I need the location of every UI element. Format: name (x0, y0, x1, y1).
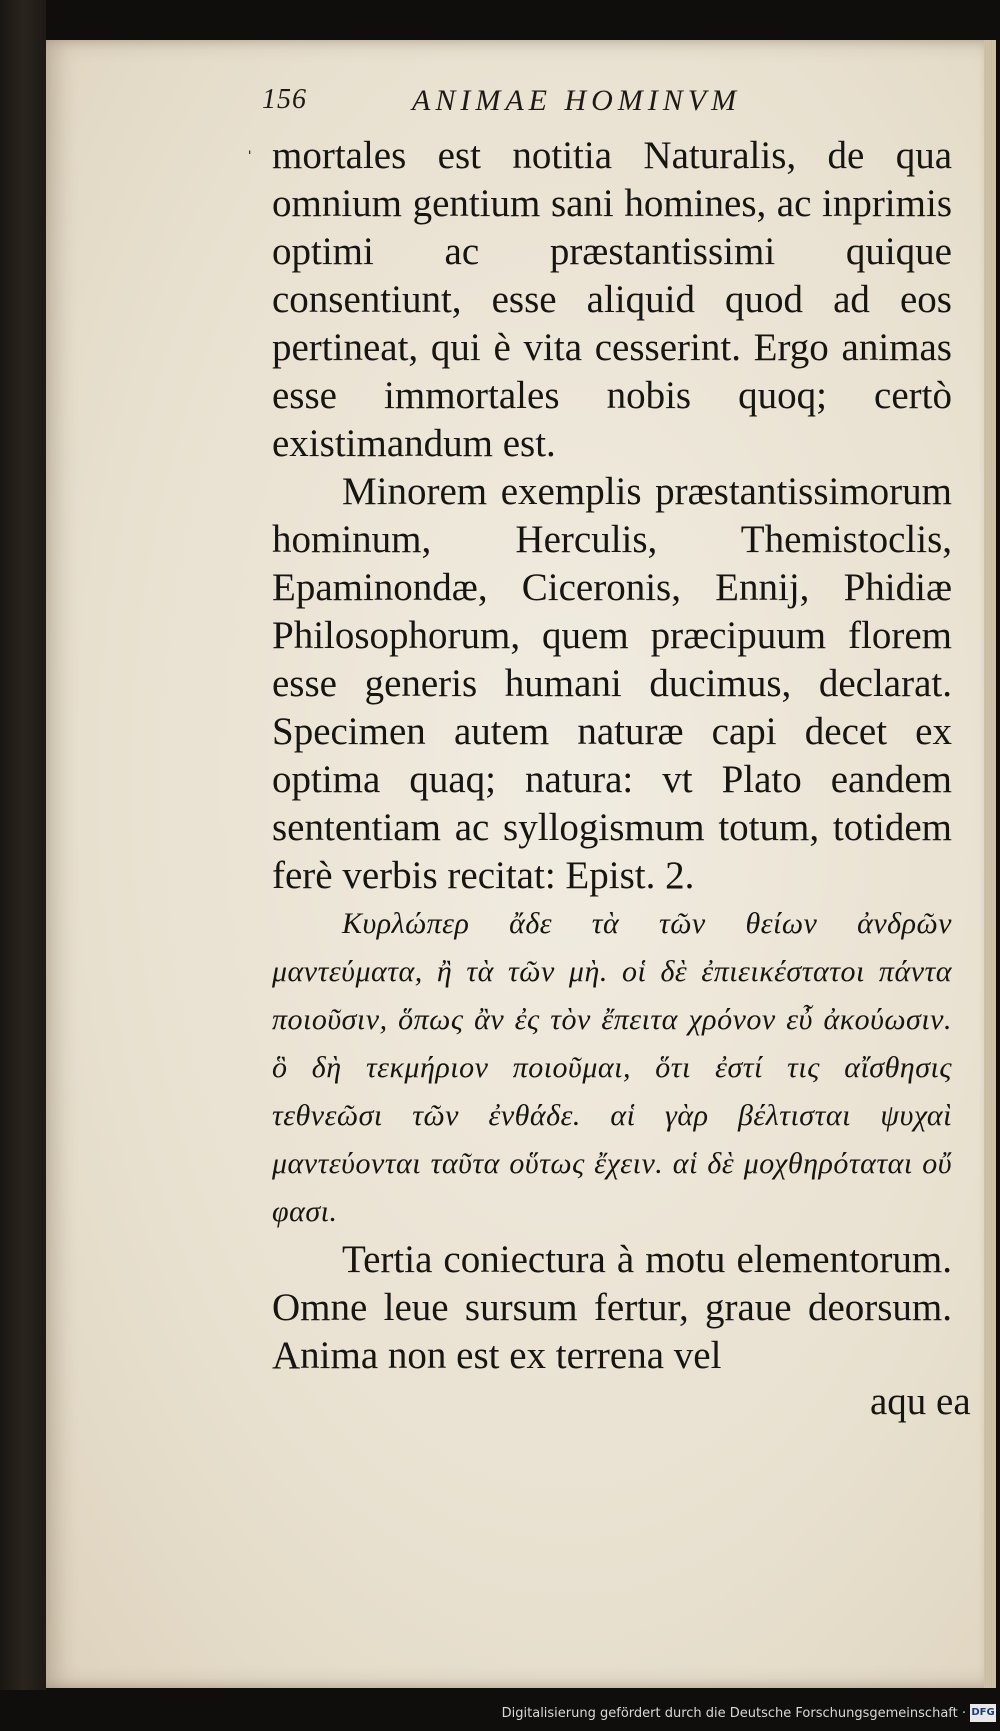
page-header (262, 84, 822, 128)
book-spine (0, 0, 46, 1690)
catchword: aqu ea (870, 1380, 971, 1423)
footer-bar (0, 1700, 1000, 1731)
digitization-credit: Digitalisierung gefördert durch die Deutsche Forschungsgemeinschaft · (501, 1706, 966, 1721)
greek-quotation: Κυρλώπερ ἄδε τὰ τῶν θείων ἀνδρῶν μαντεύματα, ἢ τὰ τῶν μὴ. οἱ δὲ ἐπιεικέστατοι πάντα ποιοῦσιν, ὅπως ἂν ἐς τὸν ἔπειτα χρόνον εὖ ἀκούωσιν. ὃ δὴ τεκμήριον ποιοῦμαι, ὅτι ἐστί τις αἴσθησις τεθνεῶσι τῶν ἐνθάδε. αἱ γὰρ βέλτισται ψυχαὶ μαντεύονται ταῦτα οὕτως ἔχειν. αἱ δὲ μοχθηρόταται οὔ φασι. (272, 907, 952, 1228)
margin-mark: ˈ (246, 146, 254, 171)
running-head: ANIMAE HOMINVM (412, 84, 742, 117)
paragraph-3: Tertia coniectura à motu elementorum. Omne leue sursum fertur, graue deorsum. Anima non est ex terrena vel (272, 1238, 952, 1377)
page-number: 156 (262, 84, 307, 115)
paragraph-2: Minorem exemplis præstantissimorum hominum, Herculis, Themistoclis, Epaminondæ, Ciceronis, Ennij, Phidiæ Philosophorum, quem præcipuum florem esse generis humani ducimus, declarat. Specimen autem naturæ capi decet ex optima quaq; natura: vt Plato eandem sententiam ac syllogismum totum, totidem ferè verbis recitat: Epist. 2. (272, 470, 952, 897)
dfg-logo-icon: DFG (970, 1704, 996, 1722)
page-fore-edge (984, 40, 996, 1688)
body-text (272, 132, 952, 1380)
paragraph-1: mortales est notitia Naturalis, de qua omnium gentium sani homines, ac inprimis optimi ac præstantissimi quique consentiunt, esse aliquid quod ad eos pertineat, qui è vita cesserint. Ergo animas esse immortales nobis quoq; certò existimandum est. (272, 134, 952, 465)
